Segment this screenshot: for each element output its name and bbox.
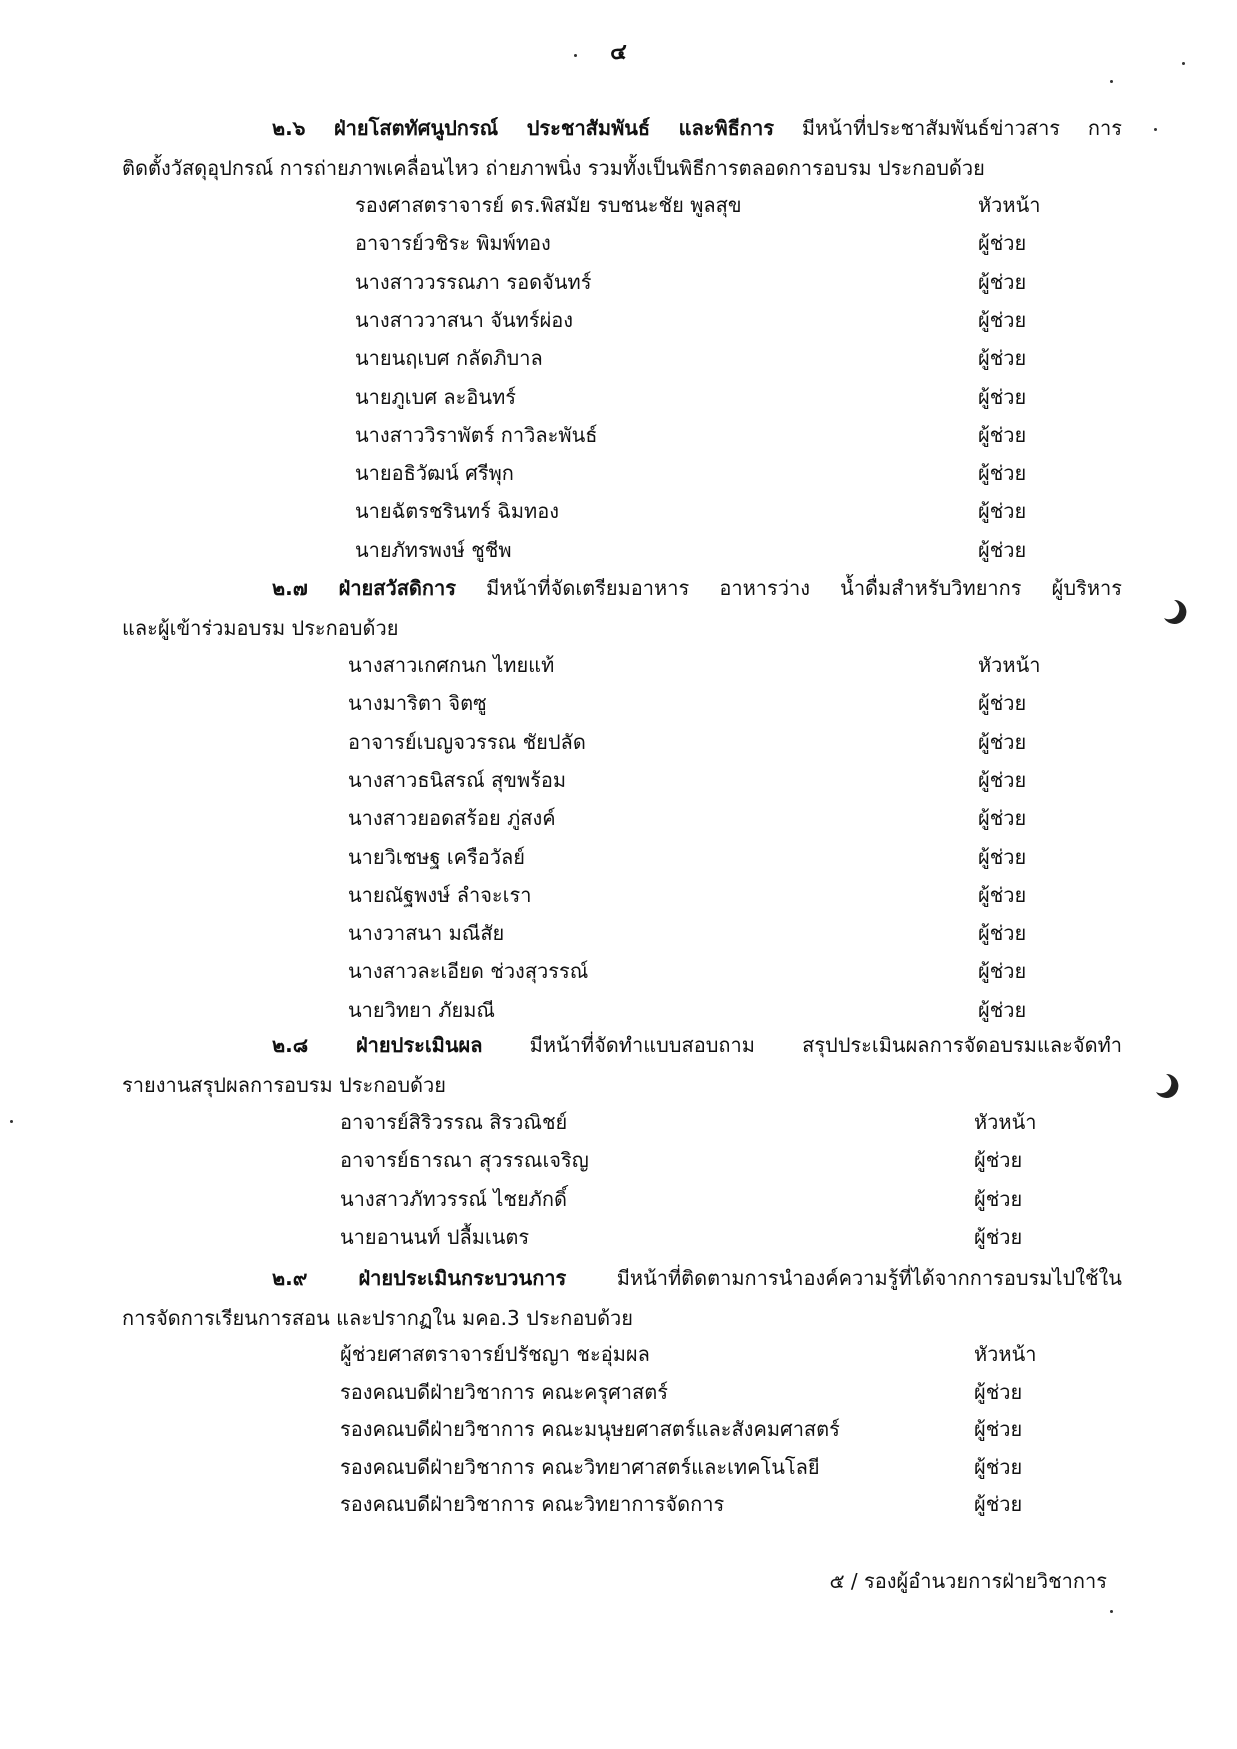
section-heading-line2: รายงานสรุปผลการอบรม ประกอบด้วย: [122, 1073, 446, 1097]
member-row: [355, 303, 1068, 337]
member-role: ผู้ช่วย: [978, 499, 1027, 524]
scan-speck: [10, 1120, 13, 1123]
member-role: ผู้ช่วย: [974, 1148, 1023, 1173]
member-name: นางสาววิราพัตร์ กาวิละพันธ์: [355, 422, 598, 447]
member-name: รองคณบดีฝ่ายวิชาการ คณะวิทยาศาสตร์และเทคโนโลยี: [340, 1454, 820, 1479]
member-row: [355, 226, 1068, 260]
member-row: [348, 763, 1068, 797]
member-role: ผู้ช่วย: [978, 806, 1027, 831]
member-name: ผู้ช่วยศาสตราจารย์ปรัชญา ชะอุ่มผล: [340, 1342, 650, 1366]
member-role: ผู้ช่วย: [978, 422, 1027, 447]
section-number-title: ๒.๖ ฝ่ายโสตทัศนูปกรณ์ ประชาสัมพันธ์ และพิธีการ: [272, 116, 774, 140]
member-name: นายอธิวัฒน์ ศรีพุก: [355, 461, 514, 486]
section-number-title: ๒.๗ ฝ่ายสวัสดิการ: [272, 576, 456, 600]
member-name: นางสาววรรณภา รอดจันทร์: [355, 269, 592, 294]
member-name: นางสาวยอดสร้อย ภู่สงค์: [348, 806, 556, 831]
member-row: [340, 1487, 1064, 1521]
member-role: ผู้ช่วย: [974, 1379, 1023, 1404]
member-row: [340, 1412, 1064, 1446]
member-row: [348, 801, 1068, 835]
section-heading-line1: [122, 568, 1122, 608]
member-role: ผู้ช่วย: [974, 1492, 1023, 1516]
scan-speck: [574, 54, 577, 57]
member-row: [355, 188, 1068, 222]
member-role: ผู้ช่วย: [974, 1417, 1023, 1441]
punch-hole-mark: [1160, 598, 1188, 626]
scan-speck: [1110, 1610, 1113, 1613]
member-role: ผู้ช่วย: [978, 346, 1027, 371]
member-name: นางสาวภัทวรรณ์ ไชยภักดิ์: [340, 1186, 567, 1211]
member-role: ผู้ช่วย: [978, 844, 1027, 869]
member-role: ผู้ช่วย: [974, 1186, 1023, 1211]
section-number-title: ๒.๘ ฝ่ายประเมินผล: [272, 1033, 483, 1057]
member-role: ผู้ช่วย: [978, 231, 1027, 256]
member-row: [340, 1220, 1064, 1254]
member-row: [348, 954, 1068, 988]
section-heading-line2: การจัดการเรียนการสอน และปรากฏใน มคอ.3 ประกอบด้วย: [122, 1306, 634, 1330]
continuation-footer: ๕ / รองผู้อำนวยการฝ่ายวิชาการ: [829, 1569, 1107, 1593]
scan-speck: [1182, 62, 1185, 65]
section-heading: [122, 1258, 1122, 1338]
member-role: หัวหน้า: [974, 1342, 1037, 1366]
member-row: [340, 1182, 1064, 1216]
section-heading-line1: [122, 108, 1122, 148]
member-name: รองคณบดีฝ่ายวิชาการ คณะมนุษยศาสตร์และสังคมศาสตร์: [340, 1417, 840, 1441]
scan-speck: [1110, 80, 1113, 83]
member-role: ผู้ช่วย: [978, 921, 1027, 946]
member-row: [355, 456, 1068, 490]
member-role: หัวหน้า: [978, 193, 1041, 217]
section-heading-line1: [122, 1025, 1122, 1065]
member-name: นางสาววาสนา จันทร์ผ่อง: [355, 307, 574, 332]
member-row: [348, 878, 1068, 912]
member-name: อาจารย์สิริวรรณ สิรวณิชย์: [340, 1110, 568, 1134]
member-row: [355, 418, 1068, 452]
section-duty-text: มีหน้าที่ติดตามการนำองค์ความรู้ที่ได้จากการอบรมไปใช้ใน: [566, 1266, 1122, 1290]
member-row: [348, 725, 1068, 759]
member-role: ผู้ช่วย: [978, 959, 1027, 984]
section-heading-line1: [122, 1258, 1122, 1298]
scan-speck: [1154, 128, 1157, 131]
member-role: ผู้ช่วย: [978, 384, 1027, 409]
section-heading: [122, 1025, 1122, 1105]
member-name: อาจารย์วชิระ พิมพ์ทอง: [355, 231, 551, 256]
member-row: [348, 686, 1068, 720]
member-role: ผู้ช่วย: [978, 767, 1027, 792]
member-name: รองคณบดีฝ่ายวิชาการ คณะวิทยาการจัดการ: [340, 1492, 725, 1516]
section-duty-text: มีหน้าที่ประชาสัมพันธ์ข่าวสาร การ: [773, 116, 1122, 140]
member-name: นายภูเบศ ละอินทร์: [355, 384, 516, 409]
member-name: นางสาวละเอียด ช่วงสุวรรณ์: [348, 959, 589, 984]
member-row: [355, 265, 1068, 299]
member-row: [355, 380, 1068, 414]
member-role: ผู้ช่วย: [978, 729, 1027, 754]
member-name: นายนฤเบศ กลัดภิบาล: [355, 346, 543, 371]
section-heading-line2: และผู้เข้าร่วมอบรม ประกอบด้วย: [122, 616, 399, 640]
member-name: นางมาริตา จิตซู: [348, 691, 487, 716]
member-role: ผู้ช่วย: [978, 537, 1027, 562]
member-row: [340, 1450, 1064, 1484]
member-row: [355, 533, 1068, 567]
member-name: นายอานนท์ ปลื้มเนตร: [340, 1224, 530, 1249]
member-name: นายภัทรพงษ์ ชูชีพ: [355, 537, 512, 562]
member-role: หัวหน้า: [978, 653, 1041, 677]
member-row: [348, 993, 1068, 1027]
member-role: หัวหน้า: [974, 1110, 1037, 1134]
member-name: อาจารย์เบญจวรรณ ชัยปลัด: [348, 729, 586, 754]
member-role: ผู้ช่วย: [978, 461, 1027, 486]
section-heading: [122, 568, 1122, 648]
member-row: [348, 840, 1068, 874]
punch-hole-mark: [1152, 1072, 1180, 1100]
section-heading-line2: ติดตั้งวัสดุอุปกรณ์ การถ่ายภาพเคลื่อนไหว ถ่ายภาพนิ่ง รวมทั้งเป็นพิธีการตลอดการอบรม ประกอบด้วย: [122, 156, 985, 180]
member-row: [340, 1105, 1064, 1139]
member-name: รองศาสตราจารย์ ดร.พิสมัย รบชนะชัย พูลสุข: [355, 193, 742, 217]
section-duty-text: มีหน้าที่จัดเตรียมอาหาร อาหารว่าง น้ำดื่มสำหรับวิทยากร ผู้บริหาร: [455, 576, 1122, 600]
section-duty-text: มีหน้าที่จัดทำแบบสอบถาม สรุปประเมินผลการจัดอบรมและจัดทำ: [482, 1033, 1122, 1057]
section-number-title: ๒.๙ ฝ่ายประเมินกระบวนการ: [272, 1266, 567, 1290]
section-heading: [122, 108, 1122, 188]
member-name: รองคณบดีฝ่ายวิชาการ คณะครุศาสตร์: [340, 1379, 668, 1404]
member-name: นายวิทยา ภัยมณี: [348, 997, 495, 1022]
member-row: [340, 1375, 1064, 1409]
member-name: นางสาวเกศกนก ไทยแท้: [348, 653, 555, 677]
member-role: ผู้ช่วย: [978, 307, 1027, 332]
member-name: อาจารย์ธารณา สุวรรณเจริญ: [340, 1148, 589, 1173]
member-name: นางสาวธนิสรณ์ สุขพร้อม: [348, 767, 567, 792]
member-name: นายวิเชษฐ เครือวัลย์: [348, 844, 526, 869]
member-role: ผู้ช่วย: [978, 691, 1027, 716]
member-name: นายณัฐพงษ์ ลำจะเรา: [348, 882, 532, 907]
member-role: ผู้ช่วย: [978, 269, 1027, 294]
member-role: ผู้ช่วย: [974, 1224, 1023, 1249]
member-role: ผู้ช่วย: [974, 1454, 1023, 1479]
member-row: [340, 1337, 1064, 1371]
member-name: นายฉัตรชรินทร์ ฉิมทอง: [355, 499, 560, 524]
member-row: [355, 341, 1068, 375]
member-row: [348, 648, 1068, 682]
member-role: ผู้ช่วย: [978, 997, 1027, 1022]
member-name: นางวาสนา มณีสัย: [348, 921, 505, 946]
page-number: ๔: [610, 40, 627, 65]
member-row: [355, 494, 1068, 528]
member-row: [340, 1143, 1064, 1177]
member-row: [348, 916, 1068, 950]
member-role: ผู้ช่วย: [978, 882, 1027, 907]
